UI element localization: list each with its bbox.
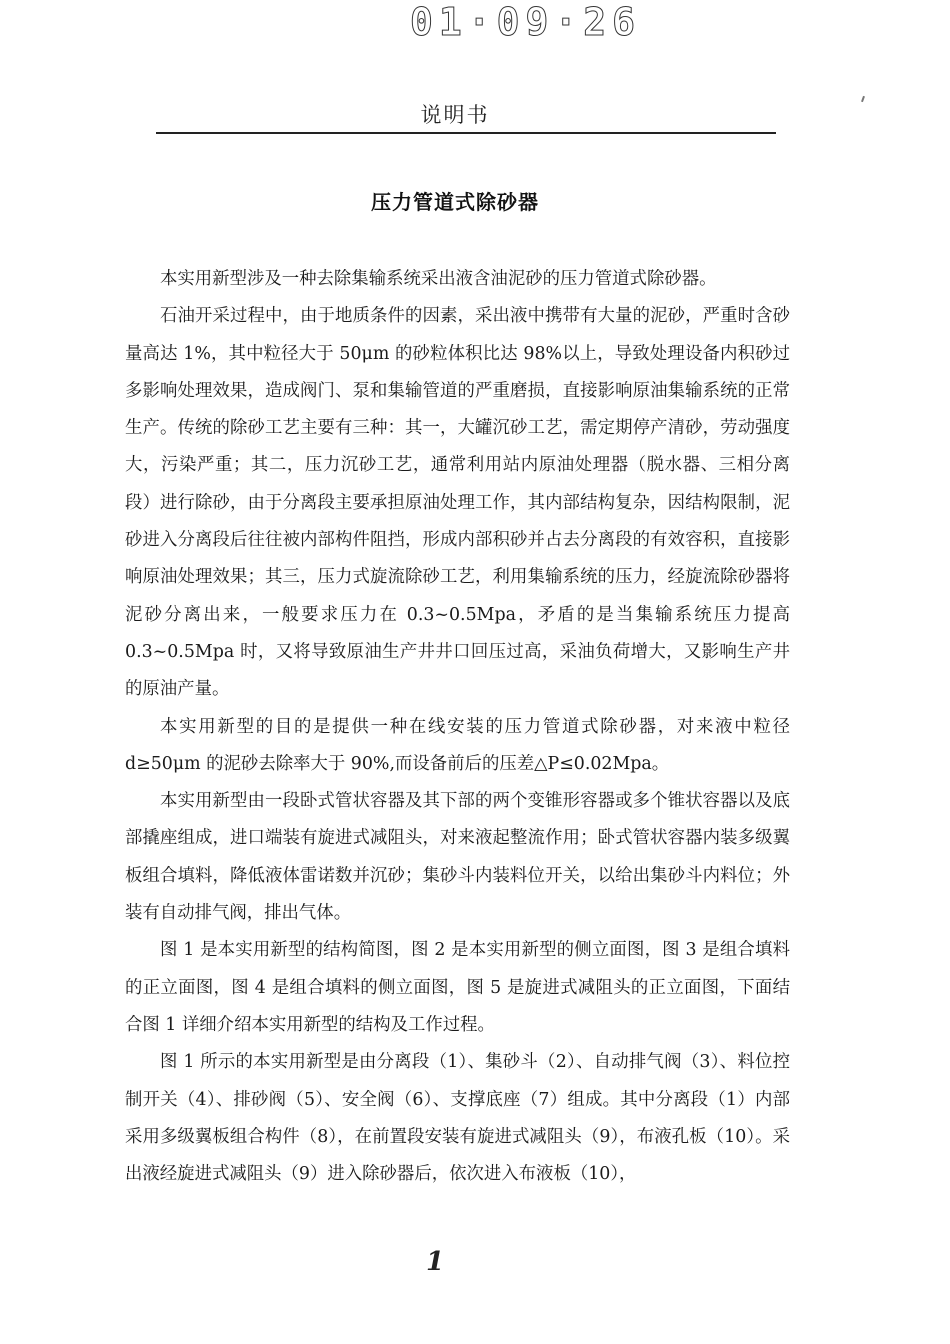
paragraph-3: 本实用新型的目的是提供一种在线安装的压力管道式除砂器，对来液中粒径 d≥50μm 的泥砂去除率大于 90%,而设备前后的压差△P≤0.02Mpa。: [125, 716, 790, 774]
document-type-heading: 说明书: [420, 103, 490, 127]
page-number: 1: [425, 1247, 445, 1277]
document-title: 压力管道式除砂器: [371, 190, 539, 214]
paragraph-2: 石油开采过程中，由于地质条件的因素，采出液中携带有大量的泥砂，严重时含砂量高达 1%，其中粒径大于 50μm 的砂粒体积比达 98%以上，导致处理设备内积砂过多影响处理效果，造成阀门、泵和集输管道的严重磨损，直接影响原油集输系统的正常生产。传统的除砂工艺主要有三种：其一，大罐沉砂工艺，需定期停产清砂，劳动强度大，污染严重；其二，压力沉砂工艺，通常利用站内原油处理器（脱水器、三相分离段）进行除砂，由于分离段主要承担原油处理工作，其内部结构复杂，因结构限制，泥砂进入分离段后往往被内部构件阻挡，形成内部积砂并占去分离段的有效容积，直接影响原油处理效果；其三，压力式旋流除砂工艺，利用集输系统的压力，经旋流除砂器将泥砂分离出来，一般要求压力在 0.3~0.5Mpa，矛盾的是当集输系统压力提高 0.3~0.5Mpa 时，又将导致原油生产井井口回压过高，采油负荷增大，又影响生产井的原油产量。: [125, 306, 790, 700]
paragraph-6: 图 1 所示的本实用新型是由分离段（1）、集砂斗（2）、自动排气阀（3）、料位控制开关（4）、排砂阀（5）、安全阀（6）、支撑底座（7）组成。其中分离段（1）内部采用多级翼板组合构件（8），在前置段安装有旋进式减阻头（9），布液孔板（10）。采出液经旋进式减阻头（9）进入除砂器后，依次进入布液板（10），: [125, 1052, 790, 1185]
document-body: [125, 261, 790, 1193]
document-stamp: 01·09·26: [410, 0, 642, 44]
header-rule: [156, 132, 776, 134]
paragraph-1: 本实用新型涉及一种去除集输系统采出液含油泥砂的压力管道式除砂器。: [160, 269, 717, 289]
paragraph-4: 本实用新型由一段卧式管状容器及其下部的两个变锥形容器或多个锥状容器以及底部撬座组成，进口端装有旋进式减阻头，对来液起整流作用；卧式管状容器内装多级翼板组合填料，降低液体雷诺数并沉砂；集砂斗内装料位开关，以给出集砂斗内料位；外装有自动排气阀，排出气体。: [125, 791, 790, 924]
paragraph-5: 图 1 是本实用新型的结构简图，图 2 是本实用新型的侧立面图，图 3 是组合填料的正立面图，图 4 是组合填料的侧立面图，图 5 是旋进式减阻头的正立面图，下面结合图 1 详细介绍本实用新型的结构及工作过程。: [125, 940, 790, 1035]
